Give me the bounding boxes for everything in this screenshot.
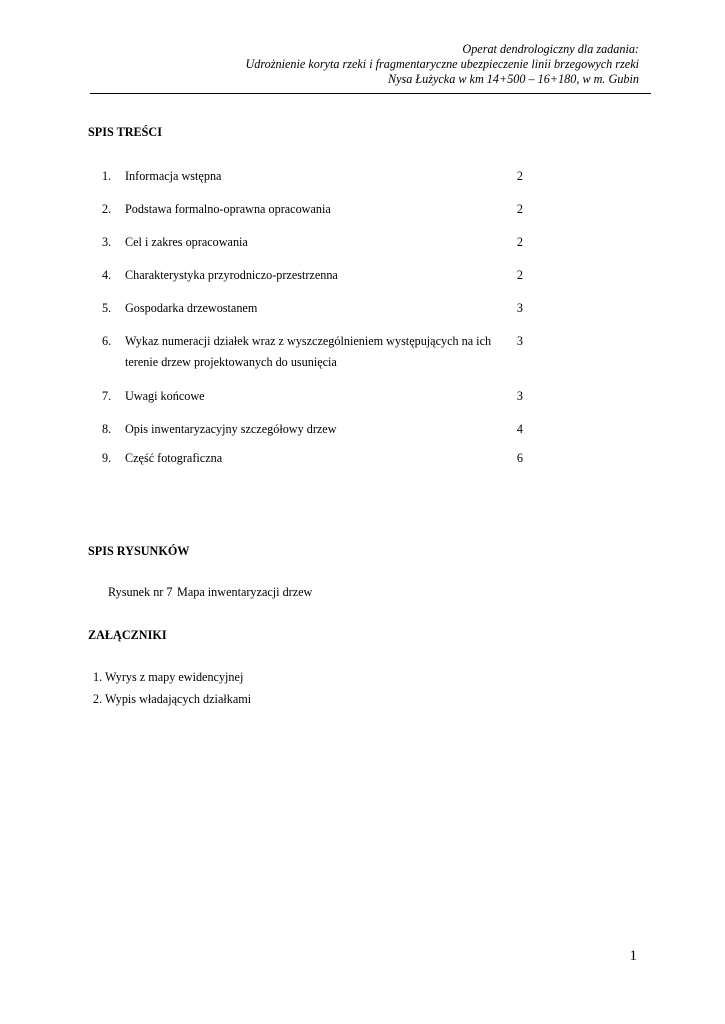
toc-item-number: 4. xyxy=(102,268,112,282)
page-number: 1 xyxy=(629,948,637,964)
toc-item-page: 2 xyxy=(516,268,523,282)
toc-item-label: Informacja wstępna xyxy=(125,169,222,183)
toc-item-label: Gospodarka drzewostanem xyxy=(125,301,258,315)
toc-item-number: 2. xyxy=(102,202,112,216)
toc-item-number: 5. xyxy=(102,301,112,315)
document-header xyxy=(79,42,639,87)
toc-item-page: 2 xyxy=(516,235,523,249)
toc-item-label: Część fotograficzna xyxy=(125,451,223,465)
toc-item-label: Charakterystyka przyrodniczo-przestrzenna xyxy=(125,268,338,282)
toc-item-label: Cel i zakres opracowania xyxy=(125,235,248,249)
header-line-3: Nysa Łużycka w km 14+500 – 16+180, w m. Gubin xyxy=(387,72,639,86)
attachments-title: ZAŁĄCZNIKI xyxy=(88,628,167,642)
toc-item-number: 1. xyxy=(102,169,112,183)
toc-item-number: 9. xyxy=(102,451,112,465)
figures-title: SPIS RYSUNKÓW xyxy=(88,544,190,558)
header-divider xyxy=(90,93,651,94)
toc-item-number: 8. xyxy=(102,422,112,436)
toc-item-page: 3 xyxy=(516,301,523,315)
toc-item-page: 2 xyxy=(516,169,523,183)
header-line-1: Operat dendrologiczny dla zadania: xyxy=(462,42,639,56)
toc-item-label: Uwagi końcowe xyxy=(125,389,205,403)
header-line-2: Udrożnienie koryta rzeki i fragmentaryczne ubezpieczenie linii brzegowych rzeki xyxy=(245,57,639,71)
toc-item-page: 2 xyxy=(516,202,523,216)
toc-item-page: 3 xyxy=(516,389,523,403)
toc-item-page: 4 xyxy=(516,422,523,436)
toc-item-label: Wykaz numeracji działek wraz z wyszczególnieniem występujących na ich terenie drzew projektowanych do usunięcia xyxy=(125,334,492,369)
toc-title: SPIS TREŚCI xyxy=(88,125,162,139)
toc-item-number: 3. xyxy=(102,235,112,249)
attachment-item: 2. Wypis władających działkami xyxy=(93,692,252,706)
toc-item-label: Podstawa formalno-oprawna opracowania xyxy=(125,202,331,216)
toc-item-number: 7. xyxy=(102,389,112,403)
toc-item-number: 6. xyxy=(102,334,112,348)
toc-item-page: 6 xyxy=(516,451,523,465)
figure-id: Rysunek nr 7 xyxy=(108,585,173,599)
toc-item-label: Opis inwentaryzacyjny szczegółowy drzew xyxy=(125,422,337,436)
toc-item-page: 3 xyxy=(516,334,523,348)
attachment-item: 1. Wyrys z mapy ewidencyjnej xyxy=(93,670,244,684)
figure-label: Mapa inwentaryzacji drzew xyxy=(177,585,313,599)
